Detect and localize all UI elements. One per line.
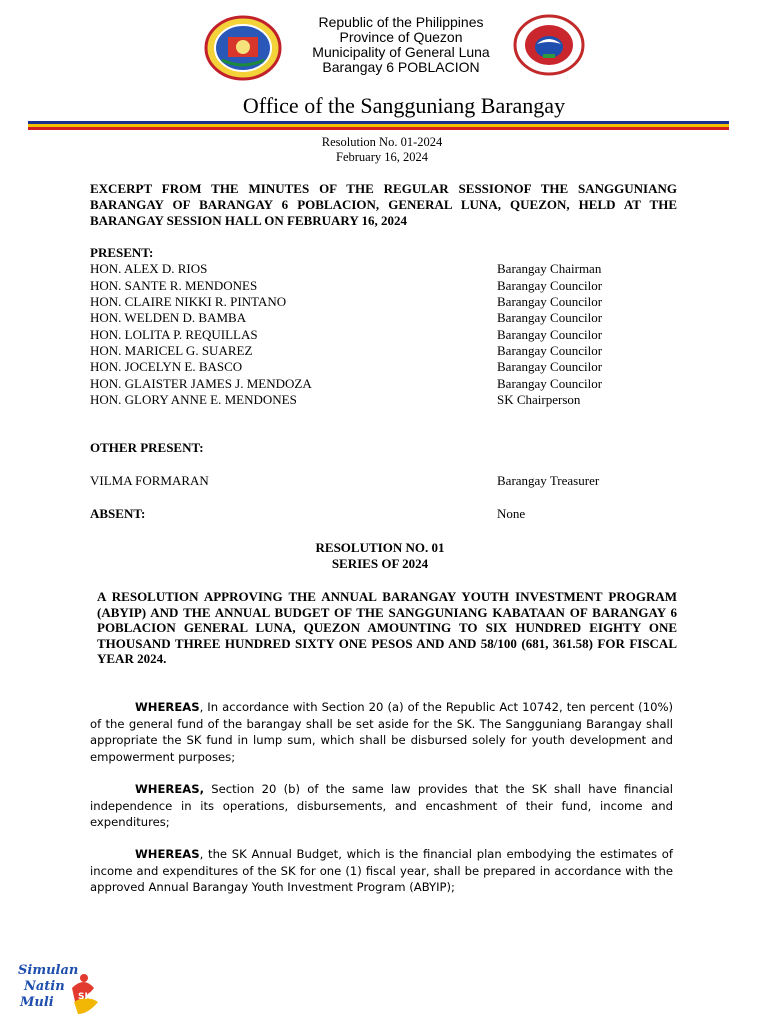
present-name: HON. GLORY ANNE E. MENDONES [90,391,297,407]
logo-text-line1: Simulan [18,963,79,978]
present-name: HON. SANTE R. MENDONES [90,277,258,293]
logo-text-line2: Natin [24,979,65,994]
present-name: HON. ALEX D. RIOS [90,261,208,276]
present-name: HON. MARICEL G. SUAREZ [90,343,253,358]
present-position: Barangay Councilor [497,277,603,293]
whereas-text: Section 20 (b) of the same law provides that the SK shall have financial independence in its operations, disbursements, and encashment of their fund, income and expenditures; [90,782,673,829]
other-present-name: VILMA FORMARAN [90,473,209,488]
whereas-paragraph-3 [90,846,673,896]
present-position: Barangay Councilor [497,375,603,391]
present-name: HON. GLAISTER JAMES J. MENDOZA [90,375,312,391]
present-name: HON. CLAIRE NIKKI R. PINTANO [90,294,287,309]
simulan-natin-muli-logo [14,958,102,1018]
header-line-barangay: Barangay 6 POBLACION [322,59,480,75]
present-position: Barangay Councilor [497,294,603,309]
present-name: HON. WELDEN D. BAMBA [90,310,247,325]
whereas-paragraph-1 [90,699,673,765]
present-position: Barangay Councilor [497,343,603,358]
series-heading: SERIES OF 2024 [331,556,429,571]
present-label: PRESENT: [90,245,154,260]
whereas-lead: WHEREAS, [135,782,204,796]
present-name: HON. JOCELYN E. BASCO [90,359,243,374]
present-position: SK Chairperson [497,391,581,407]
header-stripe-red [28,127,729,130]
present-name: HON. LOLITA P. REQUILLAS [90,326,258,342]
excerpt-heading: EXCERPT FROM THE MINUTES OF THE REGULAR SESSIONOF THE SANGGUNIANG BARANGAY OF BARANGAY 6 POBLACION, GENERAL LUNA, QUEZON, HELD AT THE BARANGAY SESSION HALL ON FEBRUARY 16, 2024 [90,181,677,228]
header-address [0,15,768,75]
absent-value: None [497,506,526,521]
office-title: Office of the Sangguniang Barangay [242,93,566,118]
whereas-text: , In accordance with Section 20 (a) of the Republic Act 10742, ten percent (10%) of the general fund of the barangay shall be set aside for the SK. The Sangguniang Barangay shall appropriate the SK fund in lump sum, which shall be disbursed solely for youth development and empowerment purposes; [90,700,673,764]
resolution-date: February 16, 2024 [336,150,428,164]
resolution-title: A RESOLUTION APPROVING THE ANNUAL BARANGAY YOUTH INVESTMENT PROGRAM (ABYIP) AND THE ANNUAL BUDGET OF THE SANGGUNIANG KABATAAN OF BARANGAY 6 POBLACION GENERAL LUNA, QUEZON AMOUNTING TO SIX HUNDRED EIGHTY ONE THOUSAND THREE HUNDRED SIXTY ONE PESOS AND AND 58/100 (681, 361.58) FOR FISCAL YEAR 2024. [97,589,677,666]
logo-mark: SK [78,992,92,1002]
present-position: Barangay Councilor [497,359,603,374]
resolution-heading: RESOLUTION NO. 01 [315,540,445,555]
absent-label: ABSENT: [90,506,146,521]
whereas-lead: WHEREAS [135,700,200,714]
present-position: Barangay Councilor [497,310,603,325]
header-line-municipality: Municipality of General Luna [312,44,490,60]
whereas-paragraph-2 [90,781,673,831]
whereas-lead: WHEREAS [135,847,200,861]
other-present-label: OTHER PRESENT: [90,440,204,455]
whereas-text: , the SK Annual Budget, which is the financial plan embodying the estimates of income and expenditures of the SK for one (1) fiscal year, shall be prepared in accordance with the approved Annual Barangay Youth Investment Program (ABYIP); [90,847,673,894]
other-present-position: Barangay Treasurer [497,473,600,488]
header-line-province: Province of Quezon [339,29,463,45]
present-position: Barangay Chairman [497,261,602,276]
resolution-number: Resolution No. 01-2024 [321,135,443,149]
present-position: Barangay Councilor [497,326,603,342]
header-line-republic: Republic of the Philippines [318,14,484,30]
logo-text-line3: Muli [20,995,54,1010]
